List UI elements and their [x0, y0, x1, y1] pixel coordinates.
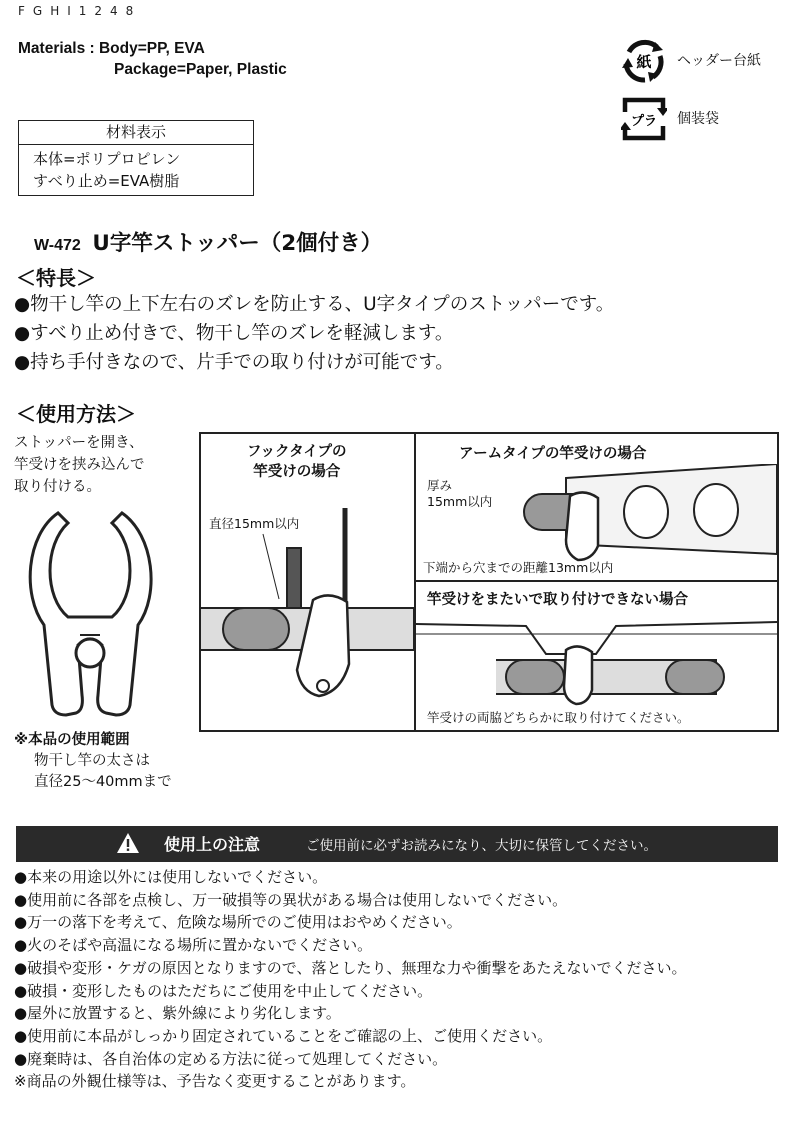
- usage-heading: ＜使用方法＞: [16, 402, 136, 426]
- recycle-mark-plastic: [621, 96, 791, 142]
- paper-recycle-symbol: 紙: [636, 53, 652, 71]
- caution-item: ●火のそばや高温になる場所に置かないでください。: [14, 936, 373, 955]
- caution-item: ●使用前に各部を点検し、万一破損等の異状がある場合は使用しないでください。: [14, 890, 568, 909]
- plastic-recycle-label: 個装袋: [677, 111, 719, 127]
- features-heading: ＜特長＞: [16, 266, 96, 290]
- caution-bar: [16, 826, 778, 862]
- product-number: W-472: [34, 237, 81, 254]
- usage-intro-line: 取り付ける。: [14, 479, 101, 495]
- installation-diagrams: [199, 432, 779, 732]
- stopper-illustration: [20, 505, 160, 720]
- recycle-mark-paper: [621, 38, 791, 84]
- ng-panel-title: 竿受けをまたいで取り付けできない場合: [427, 592, 688, 608]
- paper-recycle-label: ヘッダー台紙: [677, 53, 761, 69]
- plastic-recycle-icon: [621, 96, 667, 142]
- range-heading: ※本品の使用範囲: [14, 732, 130, 748]
- caution-item: ●本来の用途以外には使用しないでください。: [14, 868, 328, 886]
- product-name: U字竿ストッパー（2個付き）: [92, 231, 383, 256]
- features-list: [14, 290, 614, 377]
- hook-title-line: フックタイプの: [247, 444, 347, 460]
- arm-diagram: [416, 464, 777, 580]
- arm-thickness-label: 厚み: [427, 478, 453, 493]
- caution-item: ●万一の落下を考えて、危険な場所でのご使用はおやめください。: [14, 913, 462, 932]
- usage-range: [14, 730, 172, 793]
- arm-hole-distance: 下端から穴までの距離13mm以内: [423, 560, 614, 575]
- usage-intro-line: ストッパーを開き、: [14, 435, 144, 451]
- ng-diagram: [416, 614, 777, 710]
- product-title: [34, 226, 382, 257]
- caution-item: ※商品の外観仕様等は、予告なく変更することがあります。: [14, 1072, 416, 1091]
- caution-title: 使用上の注意: [164, 835, 261, 854]
- feature-item: ●持ち手付きなので、片手での取り付けが可能です。: [14, 352, 454, 373]
- caution-subtitle: ご使用前に必ずお読みになり、大切に保管してください。: [306, 838, 657, 854]
- product-code: FGHI1248: [18, 4, 142, 18]
- materials-package-line: Package=Paper, Plastic: [114, 61, 287, 78]
- material-antislip-row: すべり止め=EVA樹脂: [33, 172, 180, 190]
- hook-diameter-note: 直径15mm以内: [209, 516, 300, 531]
- range-line: 物干し竿の太さは: [34, 753, 150, 769]
- arm-thickness-value: 15mm以内: [427, 494, 493, 509]
- caution-item: ●廃棄時は、各自治体の定める方法に従って処理してください。: [14, 1049, 448, 1068]
- material-table-header: 材料表示: [19, 121, 253, 145]
- material-body-row: 本体=ポリプロピレン: [33, 150, 181, 168]
- caution-item: ●破損・変形したものはただちにご使用を中止してください。: [14, 981, 433, 1000]
- hook-diagram: [201, 434, 414, 730]
- warning-icon: [116, 832, 140, 854]
- arm-panel-title: アームタイプの竿受けの場合: [459, 446, 647, 462]
- usage-intro: [14, 432, 145, 498]
- materials-body-line: Materials : Body=PP, EVA: [18, 40, 205, 57]
- caution-list: [14, 866, 687, 1093]
- caution-item: ●使用前に本品がしっかり固定されていることをご確認の上、ご使用ください。: [14, 1026, 553, 1045]
- range-line: 直径25～40mmまで: [34, 774, 172, 790]
- usage-intro-line: 竿受けを挟み込んで: [14, 457, 145, 473]
- material-table: [18, 120, 254, 196]
- paper-recycle-icon: [621, 38, 667, 84]
- panel-divider: [416, 580, 777, 582]
- plastic-recycle-symbol: プラ: [630, 114, 658, 129]
- hook-title-line: 竿受けの場合: [253, 464, 341, 480]
- feature-item: ●すべり止め付きで、物干し竿のズレを軽減します。: [14, 323, 454, 344]
- materials-english: [18, 38, 287, 80]
- caution-item: ●破損や変形・ケガの原因となりますので、落としたり、無理な力や衝撃をあたえないでください。: [14, 958, 687, 977]
- caution-item: ●屋外に放置すると、紫外線により劣化します。: [14, 1004, 341, 1023]
- feature-item: ●物干し竿の上下左右のズレを防止する、U字タイプのストッパーです。: [14, 294, 615, 315]
- ng-panel-note: 竿受けの両脇どちらかに取り付けてください。: [427, 710, 690, 725]
